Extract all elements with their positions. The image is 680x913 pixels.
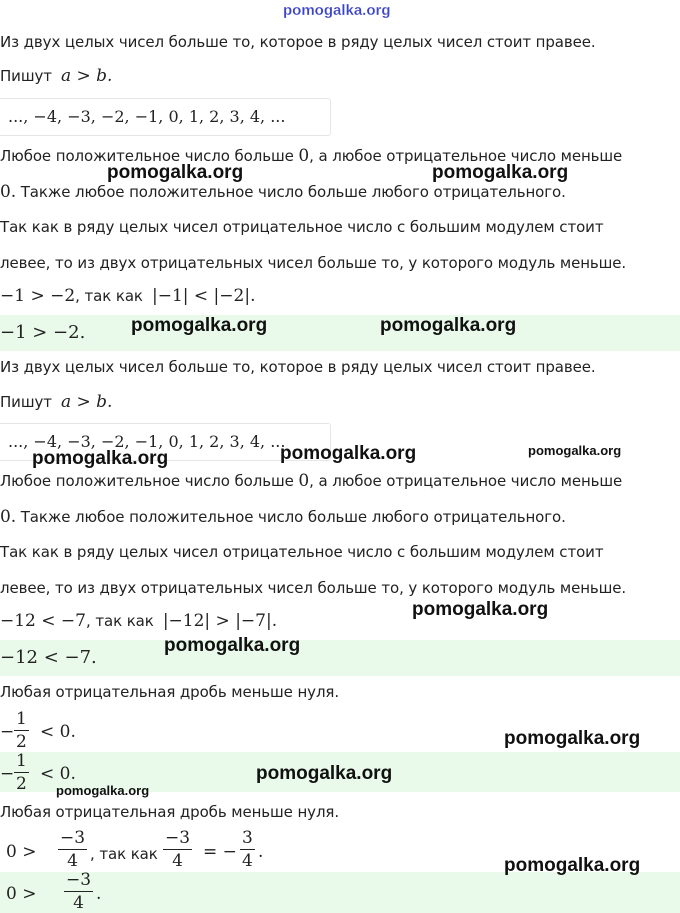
watermark: pomogalka.org xyxy=(107,162,244,183)
answer-text: −12 < −7. xyxy=(0,647,97,668)
notation-line: Пишут a > b. xyxy=(0,392,113,412)
watermark: pomogalka.org xyxy=(432,162,569,183)
negative-rule-line2: левее, то из двух отрицательных чисел больше то, у которого модуль меньше. xyxy=(0,254,627,272)
answer-lead: 0 > xyxy=(6,884,37,904)
negative-rule-line1: Так как в ряду целых чисел отрицательное число с большим модулем стоит xyxy=(0,543,604,561)
answer-highlight xyxy=(0,872,680,913)
watermark: pomogalka.org xyxy=(528,443,622,458)
fraction: 1 2 xyxy=(16,752,27,792)
positive-rule-line1: Любое положительное число больше 0, а любое отрицательное число меньше xyxy=(0,146,623,166)
notation-expr: a > b. xyxy=(60,392,113,412)
site-header-link[interactable]: pomogalka.org xyxy=(283,2,391,19)
watermark: pomogalka.org xyxy=(412,599,549,620)
integer-sequence: ..., −4, −3, −2, −1, 0, 1, 2, 3, 4, ... xyxy=(8,432,286,451)
rule-text: Из двух целых чисел больше то, которое в ряду целых чисел стоит правее. xyxy=(0,358,596,376)
watermark: pomogalka.org xyxy=(56,783,150,798)
fraction: 3 4 xyxy=(242,828,253,871)
watermark: pomogalka.org xyxy=(380,315,517,336)
minus-sign: − xyxy=(0,764,15,784)
notation-line: Пишут a > b. xyxy=(0,66,113,86)
explanation-line: −1 > −2, так как |−1| < |−2|. xyxy=(0,286,256,306)
period: . xyxy=(258,842,264,862)
watermark: pomogalka.org xyxy=(256,763,393,784)
watermark: pomogalka.org xyxy=(504,728,641,749)
fraction: −3 4 xyxy=(66,872,92,913)
positive-rule-line1: Любое положительное число больше 0, а любое отрицательное число меньше xyxy=(0,471,623,491)
negative-rule-line2: левее, то из двух отрицательных чисел больше то, у которого модуль меньше. xyxy=(0,579,627,597)
explanation-line: −12 < −7, так как |−12| > |−7|. xyxy=(0,611,278,631)
equals-minus: = − xyxy=(203,842,237,862)
answer-highlight xyxy=(0,640,680,676)
fraction: −3 4 xyxy=(165,828,191,871)
watermark: pomogalka.org xyxy=(131,315,268,336)
period: . xyxy=(96,884,102,904)
fraction: 1 2 xyxy=(16,709,27,752)
positive-rule-line2: 0. Также любое положительное число больше любого отрицательного. xyxy=(0,507,566,527)
positive-rule-line2: 0. Также любое положительное число больше любого отрицательного. xyxy=(0,182,566,202)
notation-expr: a > b. xyxy=(60,66,113,86)
watermark: pomogalka.org xyxy=(32,448,169,469)
rule-text: Любая отрицательная дробь меньше нуля. xyxy=(0,803,340,821)
minus-sign: − xyxy=(0,722,15,742)
watermark: pomogalka.org xyxy=(280,443,417,464)
comparison-tail: < 0. xyxy=(40,722,76,742)
rule-text: Из двух целых чисел больше то, которое в ряду целых чисел стоит правее. xyxy=(0,33,596,51)
fraction: −3 4 xyxy=(60,828,86,871)
because-text: , так как xyxy=(90,845,158,863)
answer-tail: < 0. xyxy=(40,764,76,784)
comparison-lead: 0 > xyxy=(6,842,37,862)
watermark: pomogalka.org xyxy=(504,855,641,876)
integer-sequence: ..., −4, −3, −2, −1, 0, 1, 2, 3, 4, ... xyxy=(8,107,286,126)
answer-highlight xyxy=(0,315,680,351)
answer-text: −1 > −2. xyxy=(0,322,86,343)
rule-text: Любая отрицательная дробь меньше нуля. xyxy=(0,683,340,701)
negative-rule-line1: Так как в ряду целых чисел отрицательное число с большим модулем стоит xyxy=(0,218,604,236)
watermark: pomogalka.org xyxy=(164,635,301,656)
